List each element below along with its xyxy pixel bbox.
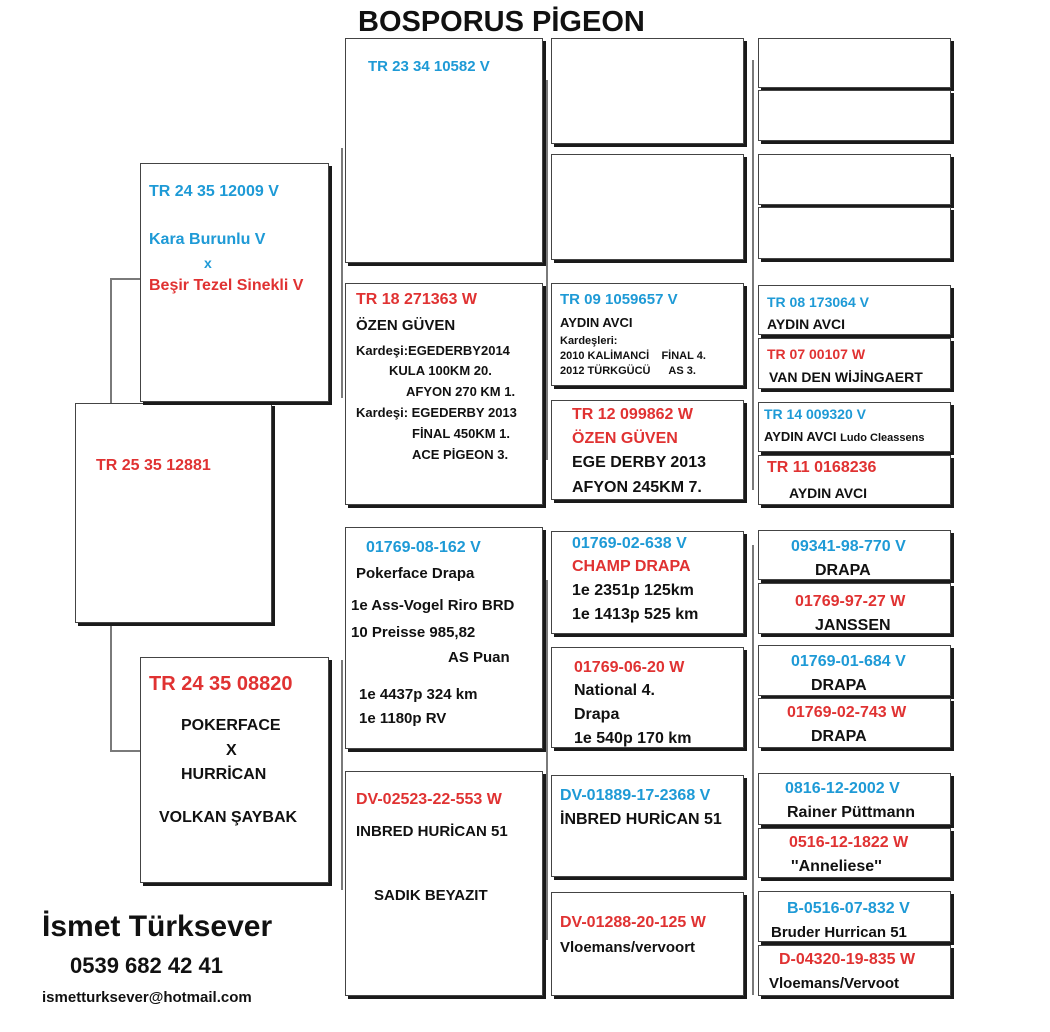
dds-ring: DV-01889-17-2368 V [560,787,711,804]
owner-email: ismetturksever@hotmail.com [42,989,252,1006]
sire-dam-line: KULA 100KM 20. [389,363,492,378]
sdd-line: AFYON 245KM 7. [572,479,702,496]
dssd-breeder: JANSSEN [815,617,891,634]
dam-sire-line: 1e Ass-Vogel Riro BRD [351,597,515,614]
ddd-name: Vloemans/vervoort [560,939,696,956]
sire-dam-line: AFYON 270 KM 1. [406,384,516,399]
ddds-ring: B-0516-07-832 V [787,900,910,917]
dssd-ring: 01769-97-27 W [795,593,906,610]
subject-box [75,403,272,623]
ddds-breeder: Bruder Hurrican 51 [771,924,907,941]
sire-dam-line: FİNAL 450KM 1. [412,426,511,441]
dsds-breeder: DRAPA [811,677,867,694]
connector-line [752,545,754,995]
ddsd-box [758,828,951,878]
gen4-empty-box [758,90,951,141]
dss-name: CHAMP DRAPA [572,558,691,575]
dam-dam-dam-box [551,892,744,996]
dsdd-box [758,698,951,748]
dam-sire-name: Pokerface Drapa [356,565,475,582]
sire-line1: Kara Burunlu V [149,231,266,248]
dam-dam-ring: DV-02523-22-553 W [356,791,502,808]
sds-line: Kardeşleri: [560,335,618,347]
connector-line [341,148,343,398]
dssd-box [758,583,951,634]
sddd-breeder: AYDIN AVCI [789,485,868,501]
gen3-ssx-box [551,154,744,260]
ddsd-ring: 0516-12-1822 W [789,834,909,851]
dam-dam-breeder: SADIK BEYAZIT [374,887,488,904]
ddds-box [758,891,951,942]
dddd-ring: D-04320-19-835 W [779,951,916,968]
dam-box [140,657,329,883]
dam-ring: TR 24 35 08820 [149,673,293,695]
connector-line [110,750,140,752]
dam-sire-line: 10 Preisse 985,82 [351,624,476,641]
sdss-ring: TR 08 173064 V [767,294,869,310]
dsds-box [758,645,951,696]
sire-sire-ring: TR 23 34 10582 V [368,58,490,75]
dsdd-breeder: DRAPA [811,728,867,745]
dam-dam-sire-box [551,775,744,877]
dam-sire-dam-box [551,647,744,748]
dam-sire-sire-box [551,531,744,634]
dam-sire-line: AS Puan [448,649,510,666]
gen4-empty-box [758,207,951,259]
sire-line2: Beşir Tezel Sinekli V [149,277,304,294]
dsss-breeder: DRAPA [815,562,871,579]
sdd-breeder: ÖZEN GÜVEN [572,430,678,447]
sire-box [140,163,329,402]
gen4-empty-box [758,38,951,88]
sire-dam-sire-box [551,283,744,386]
dsss-ring: 09341-98-770 V [791,538,906,555]
owner-phone: 0539 682 42 41 [70,953,223,978]
sds-breeder: AYDIN AVCI [560,315,633,330]
sdds-ring: TR 14 009320 V [764,406,866,422]
sdsd-box [758,338,951,389]
connector-line [110,620,112,752]
sire-dam-line: Kardeşi: EGEDERBY 2013 [356,405,517,420]
dsd-line: 1e 540p 170 km [574,730,692,747]
ddss-ring: 0816-12-2002 V [785,780,900,797]
connector-line [110,278,112,408]
dam-dam-name: INBRED HURİCAN 51 [356,823,508,840]
dsd-line: National 4. [574,682,655,699]
connector-line [546,80,548,460]
sdds-breeder [764,430,924,444]
dsds-ring: 01769-01-684 V [791,653,906,670]
sds-line: 2010 KALİMANCİ FİNAL 4. [560,350,706,362]
sire-dam-line: ACE PİGEON 3. [412,447,509,462]
dam-sire-ring: 01769-08-162 V [366,539,481,556]
dsdd-ring: 01769-02-743 W [787,704,907,721]
dam-sire-line: 1e 4437p 324 km [359,686,478,703]
sds-line: 2012 TÜRKGÜCÜ AS 3. [560,365,696,377]
owner-name: İsmet Türksever [42,910,273,943]
dam-line2: HURRİCAN [181,766,267,783]
connector-line [752,60,754,490]
sire-dam-box [345,283,543,505]
ddss-box [758,773,951,825]
sdss-breeder: AYDIN AVCI [767,316,846,332]
sire-dam-breeder: ÖZEN GÜVEN [356,317,456,334]
sire-dam-ring: TR 18 271363 W [356,291,477,308]
sire-sire-box [345,38,543,263]
sire-dam-line: Kardeşi:EGEDERBY2014 [356,343,510,358]
connector-line [546,580,548,940]
sdd-line: EGE DERBY 2013 [572,454,706,471]
page-title: BOSPORUS PİGEON [358,6,645,38]
dddd-breeder: Vloemans/Vervoot [769,975,900,992]
connector-line [341,660,343,890]
sddd-box [758,455,951,505]
ddsd-breeder: ''Anneliese'' [791,858,882,875]
dss-ring: 01769-02-638 V [572,535,687,552]
dam-breeder: VOLKAN ŞAYBAK [159,809,298,826]
sdds-box [758,402,951,452]
sire-cross: x [204,255,212,271]
connector-line [110,278,140,280]
gen3-ssx-box [551,38,744,144]
dam-sire-line: 1e 1180p RV [359,710,447,727]
sdds-note: Ludo Cleassens [840,432,925,444]
sire-dam-dam-box [551,400,744,500]
sdds-breeder-name: AYDIN AVCI [764,429,837,444]
sire-ring: TR 24 35 12009 V [149,183,279,200]
sdd-ring: TR 12 099862 W [572,406,693,423]
sdss-box [758,285,951,335]
sdsd-ring: TR 07 00107 W [767,346,866,362]
dsss-box [758,530,951,580]
dss-line: 1e 2351p 125km [572,582,694,599]
dam-cross: X [226,742,237,759]
dddd-box [758,945,951,996]
dds-name: İNBRED HURİCAN 51 [560,811,722,828]
dam-dam-box [345,771,543,996]
dam-line1: POKERFACE [181,717,281,734]
dsd-ring: 01769-06-20 W [574,659,685,676]
dam-sire-box [345,527,543,749]
sds-ring: TR 09 1059657 V [560,291,678,308]
dss-line: 1e 1413p 525 km [572,606,699,623]
subject-ring: TR 25 35 12881 [96,457,211,474]
ddss-breeder: Rainer Püttmann [787,804,916,821]
ddd-ring: DV-01288-20-125 W [560,914,706,931]
gen4-empty-box [758,154,951,205]
sddd-ring: TR 11 0168236 [767,459,877,476]
dsd-line: Drapa [574,706,620,723]
sdsd-breeder: VAN DEN WİJİNGAERT [769,369,923,385]
